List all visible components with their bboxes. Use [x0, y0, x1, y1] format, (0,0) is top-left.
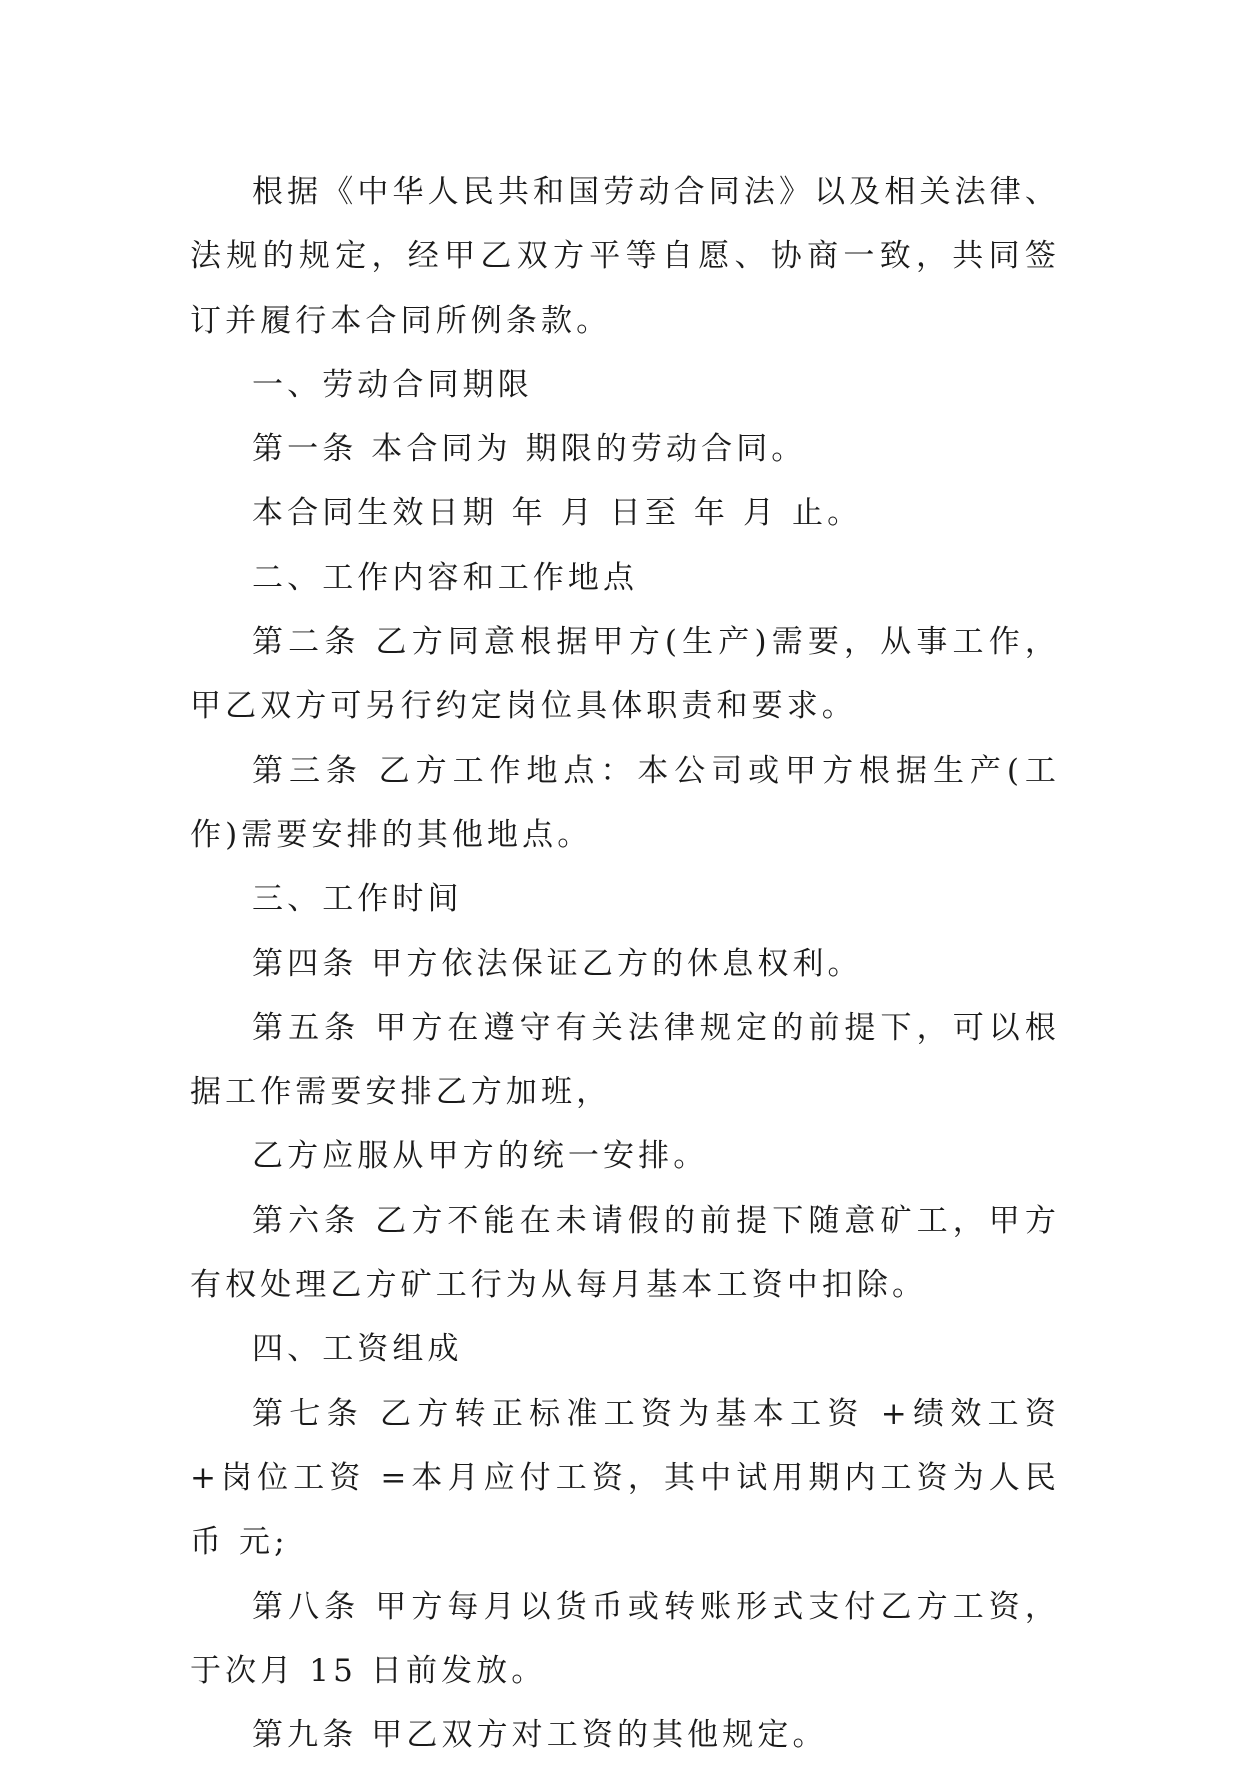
- contract-page: [190, 160, 1060, 1767]
- section-heading-contract-term: 一、劳动合同期限: [252, 366, 533, 403]
- article-7: 第七条 乙方转正标准工资为基本工资 +绩效工资 +岗位工资 =本月应付工资，其中试用期内工资为人民币 元;: [190, 1395, 1060, 1561]
- article-5-continued: 乙方应服从甲方的统一安排。: [252, 1138, 709, 1175]
- article-6: 第六条 乙方不能在未请假的前提下随意矿工，甲方有权处理乙方矿工行为从每月基本工资中扣除。: [190, 1202, 1060, 1304]
- section-heading-work-time: 三、工作时间: [252, 881, 463, 918]
- effective-date-line: 本合同生效日期 年 月 日至 年 月 止。: [252, 495, 863, 532]
- intro-paragraph: 根据《中华人民共和国劳动合同法》以及相关法律、法规的规定，经甲乙双方平等自愿、协商一致，共同签订并履行本合同所例条款。: [190, 174, 1060, 339]
- article-5: 第五条 甲方在遵守有关法律规定的前提下，可以根据工作需要安排乙方加班，: [190, 1009, 1060, 1111]
- article-9: 第九条 甲乙双方对工资的其他规定。: [252, 1717, 828, 1754]
- section-heading-wage: 四、工资组成: [252, 1331, 463, 1368]
- article-2: 第二条 乙方同意根据甲方(生产)需要，从事工作，甲乙双方可另行约定岗位具体职责和要求。: [190, 624, 1060, 725]
- article-8: 第八条 甲方每月以货币或转账形式支付乙方工资，于次月 15 日前发放。: [190, 1588, 1060, 1689]
- section-heading-work-content: 二、工作内容和工作地点: [252, 559, 639, 596]
- article-4: 第四条 甲方依法保证乙方的休息权利。: [252, 945, 863, 982]
- article-1: 第一条 本合同为 期限的劳动合同。: [252, 431, 807, 468]
- article-3: 第三条 乙方工作地点：本公司或甲方根据生产(工作)需要安排的其他地点。: [190, 752, 1060, 853]
